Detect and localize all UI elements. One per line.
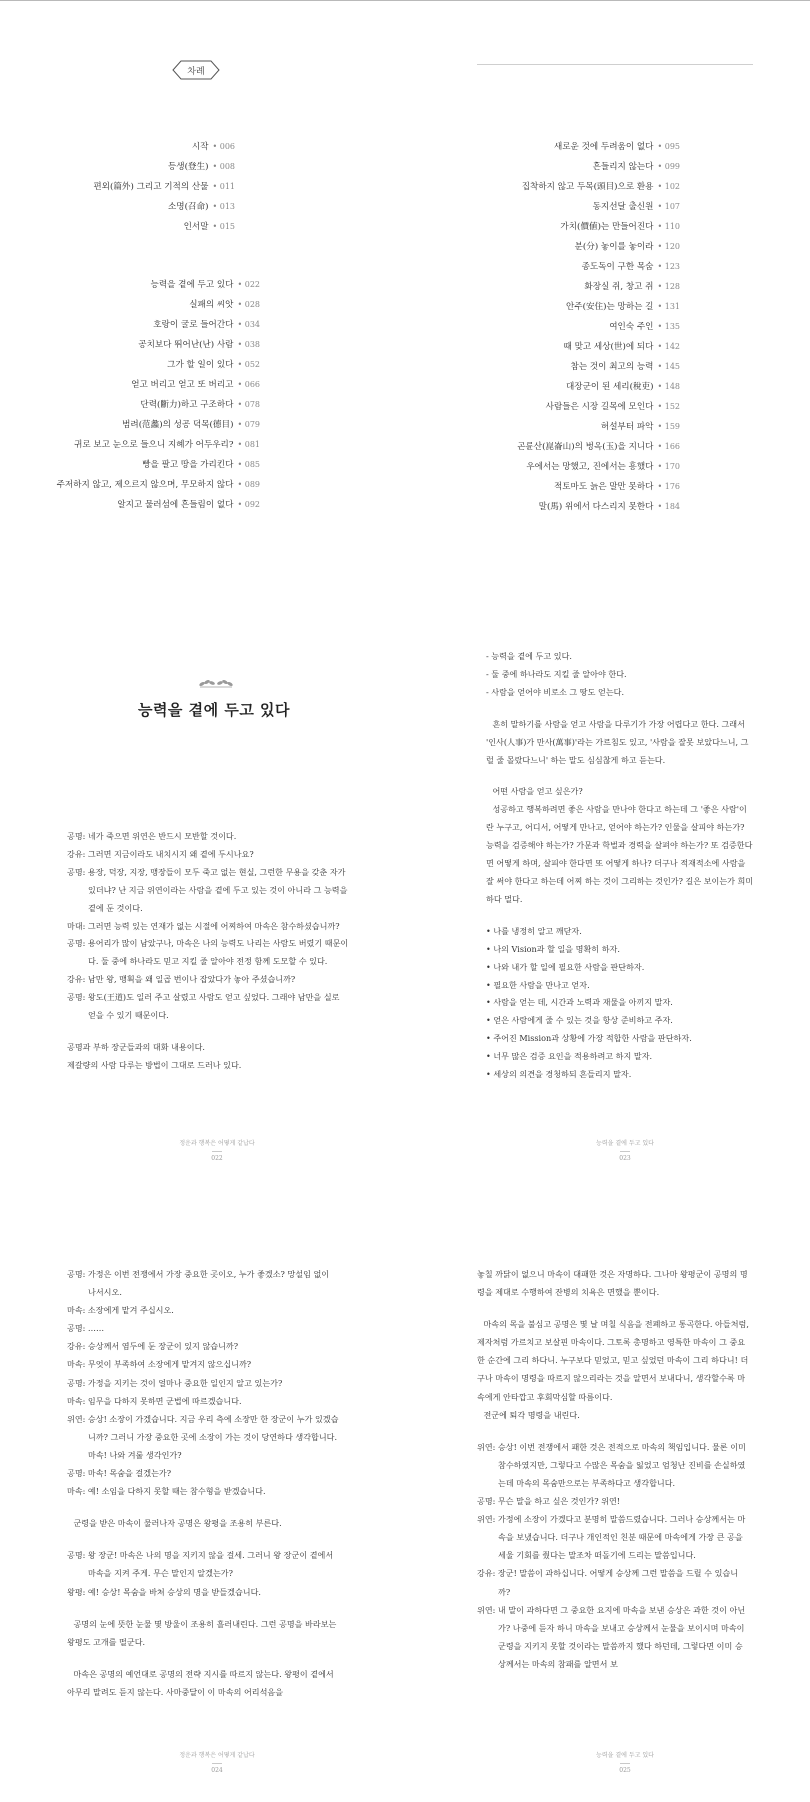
toc-entry-page: • 107 <box>657 202 680 211</box>
toc-entry <box>517 217 680 237</box>
bullet-item: • 세상의 의견을 경청하되 흔들리지 말자. <box>486 1069 632 1080</box>
toc-entry-page: • 145 <box>657 362 680 371</box>
toc-entry-title: 화장실 쥐, 창고 쥐 <box>584 282 654 292</box>
intro-line: - 사람을 얻어야 비로소 그 땅도 얻는다. <box>486 686 625 697</box>
toc-entry <box>93 157 235 177</box>
toc-entry <box>517 297 680 317</box>
running-head-right-3: 능력을 곁에 두고 있다 <box>596 1752 654 1759</box>
toc-entry <box>57 395 260 415</box>
dialogue-line: 마속: 임무을 다하지 못하면 군법에 따르겠습니다. <box>67 1395 242 1406</box>
toc-entry-title: 우에서는 망했고, 진에서는 흥했다 <box>526 462 654 472</box>
toc-entry-title: 소명(召命) <box>167 202 209 212</box>
page-number-right-3: 025 <box>619 1767 631 1774</box>
toc-entry-page: • 135 <box>657 322 680 331</box>
toc-entry-title: 인서말 <box>183 222 209 232</box>
page-number-right: 023 <box>619 1155 631 1162</box>
toc-entry-page: • 176 <box>657 482 680 491</box>
bullet-item: • 주어진 Mission과 상황에 가장 적합한 사람을 판단하자. <box>486 1033 692 1044</box>
toc-entry-page: • 166 <box>657 442 680 451</box>
toc-entry-title: 동지선달 출신원 <box>592 202 654 212</box>
toc-entry <box>517 417 680 437</box>
toc-entry-page: • 052 <box>237 360 260 369</box>
toc-entry <box>517 277 680 297</box>
intro-line: - 능력을 곁에 두고 있다. <box>486 651 572 661</box>
toc-entry-page: • 081 <box>237 440 260 449</box>
toc-entry-title: 곤륜산(崑崙山)의 벙옥(玉)을 지니다 <box>517 442 654 452</box>
dialogue-line: 강유: 남만 왕, 맹획을 왜 일곱 번이나 잡았다가 놓아 주셨습니까? <box>67 974 296 985</box>
bullet-item: • 나의 Vision과 할 일을 명확히 하자. <box>486 943 620 954</box>
toc-entry-title: 호랑이 굴로 들어간다 <box>153 320 234 330</box>
paragraph: 군령을 받은 마속이 물러나자 공명은 왕평을 조용히 부른다. <box>73 1518 282 1529</box>
toc-entry-page: • 120 <box>657 242 680 251</box>
dialogue-line: 강유: 장군! 말씀이 과하십니다. 어떻게 승상께 그런 말씀을 드릴 수 있습니까? <box>477 1568 739 1597</box>
toc-badge-label: 차례 <box>187 67 205 77</box>
dialogue-line: 강유: 그러면 지금이라도 내치시지 왜 곁에 두시나요? <box>67 848 254 859</box>
toc-entry-page: • 013 <box>212 202 235 211</box>
right-body-text <box>486 648 754 1084</box>
page-022 <box>0 650 405 1190</box>
toc-entry <box>517 197 680 217</box>
toc-entry-page: • 006 <box>212 142 235 151</box>
dialogue-line: 공명: 용어리가 많이 남았구나, 마속은 나의 능력도 나리는 사람도 버렸기 때문이다. 둘 중에 하나라도 믿고 지킬 줄 알아야 전정 함께 도모할 수 있다. <box>67 938 349 967</box>
toc-entry-page: • 159 <box>657 422 680 431</box>
toc-entry <box>57 495 260 515</box>
toc-entry-title: 사람들은 시장 길목에 모인다 <box>545 402 654 412</box>
dialogue-line: 왕평: 예! 승상! 목숨을 바쳐 승상의 명을 받들겠습니다. <box>67 1586 262 1597</box>
dialogue-line: 공명: 가정은 이번 전쟁에서 가장 중요한 곳이오, 누가 좋겠소? 망설임 없이 나서시오. <box>67 1269 330 1298</box>
bullet-item: • 나를 냉정히 알고 깨닫자. <box>486 925 582 936</box>
toc-entry-page: • 028 <box>237 300 260 309</box>
toc-entry-page: • 089 <box>237 480 260 489</box>
toc-entry <box>517 397 680 417</box>
toc-entry <box>57 435 260 455</box>
page-number-left-3: 024 <box>211 1767 223 1774</box>
toc-entry-page: • 148 <box>657 382 680 391</box>
page-024 <box>0 1245 405 1802</box>
dialogue-line: 강유: 승상께서 염두에 둔 장군이 있지 않습니까? <box>67 1341 239 1352</box>
toc-entry-page: • 079 <box>237 420 260 429</box>
toc-entry-page: • 110 <box>657 222 680 231</box>
chapter-spread <box>0 650 810 1190</box>
dialogue-line: 공명: 용장, 덕장, 지장, 맹장들이 모두 죽고 없는 현실, 그런한 무용을 갖춘 자가 있더냐? 난 지금 위연이라는 사람을 곁에 두고 있는 것이 아니라 그 능력을 곁에 둔 것이다. <box>67 866 348 913</box>
toc-entry-page: • 099 <box>657 162 680 171</box>
dialogue-line: 공명: …… <box>67 1323 105 1334</box>
toc-entry-page: • 066 <box>237 380 260 389</box>
toc-entry-page: • 008 <box>212 162 235 171</box>
toc-entry-title: 빵을 팔고 땅을 가리킨다 <box>142 460 234 470</box>
toc-entry-title: 여인숙 주인 <box>609 322 654 332</box>
toc-entry-title: 편외(篇外) 그리고 기적의 산물 <box>93 182 209 192</box>
toc-entry-title: 새로운 것에 두려움이 없다 <box>553 142 654 152</box>
toc-entry-page: • 038 <box>237 340 260 349</box>
toc-entry-page: • 128 <box>657 282 680 291</box>
toc-entry-title: 그가 할 일이 있다 <box>167 360 234 370</box>
toc-entry-page: • 022 <box>237 280 260 289</box>
paragraph: 성공하고 행복하려면 좋은 사람을 만나야 한다고 하는데 그 '좋은 사람'이란 누구고, 어디서, 어떻게 만나고, 얻어야 하는가? 인물을 살피야 하는가? 능력을 검증해야 하는가? 가문과 학벌과 경력을 살펴야 하는가? 또 검증한다면 어떻게 하며, 살피야 한다면 또 어떻게 하나? 더구나 적재적소에 사람을 잘 써야 한다고 하는데 어찌 하는 것이 그리하는 것인가? 길은 보이는가 희미하다 멀다. <box>486 804 754 904</box>
toc-entry <box>57 455 260 475</box>
dialogue-line: 위연: 가정에 소장이 가겠다고 분명히 말씀드렸습니다. 그러나 승상께서는 마속을 보냈습니다. 더구나 개인적인 친분 때문에 마속에게 가장 큰 공을 세울 기회를 줬다는 말조차 떠돌기에 드리는 말씀입니다. <box>477 1514 746 1561</box>
dialogue-line: 공명: 왕도(王道)도 일러 주고 살렸고 사람도 얻고 싶었다. 그래야 남만을 실로 얻을 수 있기 때문이다. <box>67 992 340 1021</box>
toc-entry <box>517 477 680 497</box>
toc-entry-page: • 142 <box>657 342 680 351</box>
toc-entry-title: 종도독이 구한 목숨 <box>581 262 654 272</box>
toc-entry-page: • 015 <box>212 222 235 231</box>
toc-entry <box>57 335 260 355</box>
toc-badge <box>171 59 221 81</box>
toc-entry <box>57 355 260 375</box>
toc-entry <box>57 415 260 435</box>
closing-line: 제갈량의 사람 다루는 방법이 그대로 드러나 있다. <box>67 1059 242 1070</box>
dialogue-line: 위연: 승상! 소장이 가겠습니다. 지금 우리 측에 소장만 한 장군이 누가 있겠습니까? 그러니 가장 중요한 곳에 소장이 가는 것이 당연하다 생각합니다. 마속! 나와 겨룰 생각인가? <box>67 1413 339 1460</box>
dialogue-line: 마대: 그러면 능력 있는 연재가 없는 시절에 어찌하여 마속은 참수하셨습니까? <box>67 920 340 931</box>
toc-entry-title: 집착하지 않고 두목(頭目)으로 환용 <box>521 182 654 192</box>
toc-entry-title: 주저하지 않고, 제으르지 않으며, 무모하지 않다 <box>56 480 234 490</box>
toc-entry-title: 실패의 씨앗 <box>189 300 234 310</box>
toc-entry <box>517 337 680 357</box>
toc-entry-page: • 085 <box>237 460 260 469</box>
toc-entry-page: • 184 <box>657 502 680 511</box>
toc-entry <box>93 217 235 237</box>
bullet-item: • 필요한 사람을 만나고 얻자. <box>486 979 590 990</box>
bullet-item: • 너무 많은 검증 요인을 적용하려고 하지 말자. <box>486 1051 653 1062</box>
toc-entry <box>57 475 260 495</box>
paragraph: 흔히 말하기를 사람을 얻고 사람을 다루기가 가장 어렵다고 한다. 그래서 '인사(人事)가 만사(萬事)'라는 가르침도 있고, '사람을 잘못 보았다느니, 그럴 줄 몰랐다느니' 하는 말도 심심찮게 하고 듣는다. <box>486 718 749 765</box>
toc-entry-page: • 170 <box>657 462 680 471</box>
toc-entry <box>57 295 260 315</box>
dialogue-line: 위연: 승상! 이번 전쟁에서 패한 것은 전적으로 마속의 책임입니다. 물론 이미 참수하였지만, 그렇다고 수많은 목숨을 잃었고 엄청난 진비를 손실하였는데 마속의 목숨만으로는 부족하다고 생각합니다. <box>477 1441 746 1488</box>
toc-entry-page: • 011 <box>212 182 235 191</box>
toc-entry-title: 단력(斷力)하고 구조하다 <box>140 400 234 410</box>
toc-entry-title: 능력을 곁에 두고 있다 <box>150 280 234 290</box>
toc-entry <box>517 157 680 177</box>
dialogue-line: 위연: 내 말이 과하다면 그 중요한 요지에 마속을 보낸 승상은 과한 것이 아닌가? 나중에 듣자 하니 마속을 보내고 승상께서 눈물을 보이시며 마속이 군령을 지키지 못할 것이라는 말씀까지 했다 하던데, 그렇다면 이미 승상께서는 마속의 참패를 알면서 보 <box>477 1604 746 1669</box>
dialogue-spread <box>0 1245 810 1802</box>
bullet-item: • 사람을 얻는 데, 시간과 노력과 재물을 아끼지 말자. <box>486 997 673 1008</box>
toc-left-group-1 <box>93 137 235 237</box>
toc-entry <box>517 257 680 277</box>
bullet-item: • 얻은 사람에게 줄 수 있는 것을 항상 준비하고 주자. <box>486 1015 673 1026</box>
laurel-ornament-icon <box>196 677 236 691</box>
paragraph: 마속은 공명의 예언대로 공명의 전략 지시를 따르지 않는다. 왕평이 곁에서 아무리 말려도 듣지 않는다. 사마중달이 이 마속의 어리석음을 <box>67 1668 334 1697</box>
page-023 <box>405 650 810 1190</box>
toc-entry-title: 흔들리지 않는다 <box>592 162 654 172</box>
toc-entry-title: 안주(安住)는 망하는 길 <box>566 302 654 312</box>
toc-entry <box>57 375 260 395</box>
toc-left-group-2 <box>57 275 260 515</box>
dialogue-line: 공명: 왕 장군! 마속은 나의 명을 지키지 않을 걸세. 그러니 왕 장군이 곁에서 마속을 지켜 주게. 무슨 말인지 알겠는가? <box>67 1550 334 1579</box>
toc-entry-page: • 152 <box>657 402 680 411</box>
toc-entry-title: 적토마도 늙은 말만 못하다 <box>553 482 654 492</box>
toc-entry-page: • 034 <box>237 320 260 329</box>
toc-entry <box>517 317 680 337</box>
page-number-left: 022 <box>211 1155 223 1162</box>
dialogue-line: 공명: 마속! 목숨을 걸겠는가? <box>67 1468 172 1479</box>
running-head-right: 능력을 곁에 두고 있다 <box>596 1140 654 1147</box>
folio-right-3 <box>525 1750 725 1774</box>
chapter-title: 능력을 곁에 두고 있다 <box>137 701 291 719</box>
toc-entry-title: 범려(范蠡)의 성공 덕목(德目) <box>122 420 234 430</box>
folio-left <box>117 1138 317 1162</box>
dialogue-line: 공명: 가정을 지키는 것이 얼마나 중요한 일인지 알고 있는가? <box>67 1377 283 1388</box>
running-head-left-3: 정운과 행복은 어떻게 같납다 <box>179 1752 255 1759</box>
page-025 <box>405 1245 810 1802</box>
dialogue-line: 마속: 예! 소임을 다하지 못할 때는 참수형을 받겠습니다. <box>67 1486 266 1497</box>
toc-entry <box>93 197 235 217</box>
dialogue-line: 마속: 무엇이 부족하여 소장에게 맡겨지 않으십니까? <box>67 1359 252 1370</box>
toc-entry-title: 때 맞고 세상(世)에 되다 <box>563 342 654 352</box>
paragraph: 마속의 목을 불심고 공명은 몇 날 며칠 식음을 전폐하고 통곡한다. 아들처럼, 제자처럼 가르치고 보살핀 마속이다. 그토록 총명하고 영특한 마속이 그 중요한 순간에 그리 하다니. 누구보다 믿었고, 믿고 싶었던 마속이 그리 하다니! 더구나 마속이 명령을 따르지 않으리라는 것을 알면서 보내다니, 생각할수록 마속에게 안타깝고 후회막심할 따름이다. <box>477 1319 749 1402</box>
toc-entry-title: 귀로 보고 눈으로 들으니 지혜가 어두우리? <box>74 440 234 450</box>
bullet-item: • 나와 내가 할 일에 필요한 사람을 판단하자. <box>486 961 645 972</box>
paragraph: 전군에 퇴각 명령을 내린다. <box>483 1409 580 1420</box>
toc-entry-page: • 092 <box>237 500 260 509</box>
toc-spread <box>0 0 810 600</box>
toc-entry-title: 시작 <box>191 142 209 152</box>
bullet-list <box>486 923 754 1084</box>
toc-right-group <box>517 137 680 517</box>
toc-entry-title: 말(馬) 위에서 다스리지 못한다 <box>538 502 654 512</box>
left-column-text <box>67 1265 339 1701</box>
toc-entry <box>517 377 680 397</box>
toc-divider <box>477 64 753 65</box>
toc-entry-page: • 123 <box>657 262 680 271</box>
toc-entry-title: 얻고 버리고 얻고 또 버리고 <box>131 380 234 390</box>
toc-entry <box>93 177 235 197</box>
toc-entry <box>517 357 680 377</box>
dialogue-block <box>67 828 349 1075</box>
toc-entry-page: • 102 <box>657 182 680 191</box>
toc-entry-title: 대장군이 된 세리(稅吏) <box>566 382 654 392</box>
toc-entry <box>517 237 680 257</box>
folio-left-3 <box>117 1750 317 1774</box>
toc-entry <box>517 137 680 157</box>
toc-entry <box>517 497 680 517</box>
toc-entry-title: 분(分) 놓이를 놓이라 <box>574 242 654 252</box>
toc-entry <box>517 437 680 457</box>
toc-entry <box>57 275 260 295</box>
running-head-left: 정운과 행복은 어떻게 같납다 <box>179 1140 255 1147</box>
toc-entry <box>93 137 235 157</box>
toc-entry-title: 알지고 물러섬에 흔들림이 없다 <box>117 500 234 510</box>
closing-line: 공명과 부하 장군들과의 대화 내용이다. <box>67 1041 205 1052</box>
toc-entry-title: 공치보다 뛰어난(난) 사람 <box>138 340 234 350</box>
paragraph-question: 어떤 사람을 얻고 싶은가? <box>492 786 583 797</box>
paragraph: 공명의 눈에 뜻한 눈물 몇 방울이 조용히 흘러내린다. 그런 공명을 바라보는 왕평도 고개를 떨군다. <box>67 1618 337 1647</box>
folio-right <box>525 1138 725 1162</box>
right-column-text <box>477 1265 749 1673</box>
toc-entry <box>517 457 680 477</box>
paragraph: 놓칠 까닭이 없으니 마속이 대패한 것은 자명하다. 그나마 왕평군이 공명의 명령을 제대로 수행하여 잔병의 치욕은 면했을 뿐이다. <box>477 1269 748 1298</box>
toc-entry-page: • 095 <box>657 142 680 151</box>
toc-entry-title: 허설부터 파악 <box>600 422 654 432</box>
toc-entry-page: • 131 <box>657 302 680 311</box>
toc-entry-title: 등생(登生) <box>167 162 209 172</box>
intro-line: - 둘 중에 하나라도 지킬 줄 알아야 한다. <box>486 668 627 679</box>
dialogue-line: 공명: 네가 죽으면 위연은 반드시 모반할 것이다. <box>67 831 237 841</box>
dialogue-line: 마속: 소장에게 맡겨 주십시오. <box>67 1305 174 1316</box>
toc-entry <box>517 177 680 197</box>
toc-entry-title: 참는 것이 최고의 능력 <box>570 362 654 372</box>
toc-entry-title: 가치(價値)는 만들어진다 <box>560 222 654 232</box>
toc-entry <box>57 315 260 335</box>
toc-entry-page: • 078 <box>237 400 260 409</box>
dialogue-line: 공명: 무슨 말을 하고 싶은 것인가? 위연! <box>477 1496 621 1507</box>
